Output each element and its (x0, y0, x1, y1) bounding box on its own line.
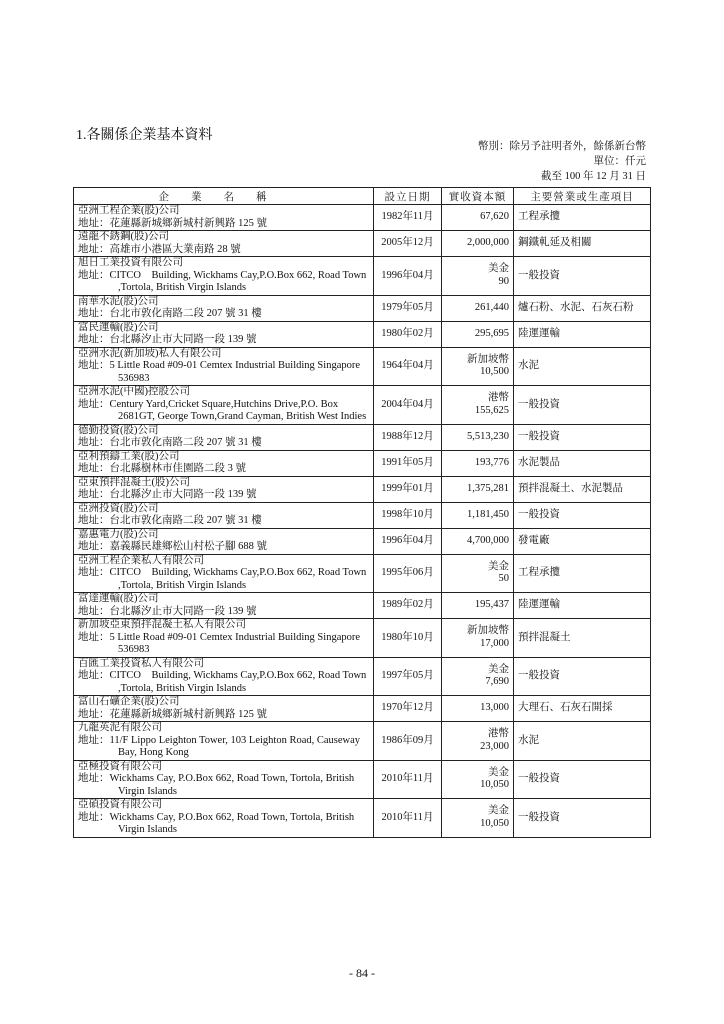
company-name: 亞洲工程企業私人有限公司 (78, 554, 204, 566)
company-address: 地址：11/F Lippo Leighton Tower, 103 Leighton Road, Causeway Bay, Hong Kong (78, 734, 361, 758)
company-cell (74, 528, 374, 554)
company-cell (74, 593, 374, 619)
header-capital: 實收資本額 (442, 188, 514, 205)
company-address: 地址：台北縣汐止市大同路一段 139 號 (78, 489, 257, 500)
table-row (74, 257, 651, 296)
paid-in-capital: 港幣 155,625 (442, 386, 514, 425)
main-business: 水泥 (514, 347, 651, 386)
company-name: 亞東預拌混凝土(股)公司 (78, 476, 190, 488)
company-address: 地址：CITCO Building, Wickhams Cay,P.O.Box 662, Road Town ,Tortola, British Virgin Islands (78, 567, 367, 591)
company-cell (74, 760, 374, 799)
company-cell (74, 799, 374, 838)
table-row (74, 347, 651, 386)
company-name: 遠龍不銹鋼(股)公司 (78, 231, 169, 242)
establish-date: 1980年10月 (374, 619, 442, 658)
table-row (74, 760, 651, 799)
company-name: 亞洲投資(股)公司 (78, 502, 159, 514)
main-business: 陸運運輸 (514, 321, 651, 347)
establish-date: 1980年02月 (374, 321, 442, 347)
establish-date: 1964年04月 (374, 347, 442, 386)
company-name: 南華水泥(股)公司 (78, 295, 159, 307)
company-address: 地址：Wickhams Cay, P.O.Box 662, Road Town, Tortola, British Virgin Islands (78, 811, 355, 835)
paid-in-capital: 1,181,450 (442, 502, 514, 528)
company-name: 德勤投資(股)公司 (78, 424, 159, 436)
main-business: 工程承攬 (514, 554, 651, 593)
establish-date: 1970年12月 (374, 696, 442, 722)
establish-date: 2005年12月 (374, 231, 442, 257)
company-address: 地址：5 Little Road #09-01 Cemtex Industrial Building Singapore 536983 (78, 360, 361, 384)
table-row (74, 386, 651, 425)
company-address: 地址：台北縣樹林市佳園路二段 3 號 (78, 463, 246, 474)
company-address: 地址：台北縣汐止市大同路一段 139 號 (78, 605, 257, 617)
paid-in-capital: 4,700,000 (442, 528, 514, 554)
main-business: 水泥製品 (514, 450, 651, 476)
paid-in-capital: 美金 7,690 (442, 657, 514, 696)
company-address: 地址：5 Little Road #09-01 Cemtex Industrial Building Singapore 536983 (78, 631, 361, 655)
company-cell (74, 554, 374, 593)
paid-in-capital: 261,440 (442, 295, 514, 321)
currency-note: 幣別：除另予註明者外，餘係新台幣 (478, 141, 646, 152)
establish-date: 1998年10月 (374, 502, 442, 528)
main-business: 一般投資 (514, 799, 651, 838)
company-cell (74, 205, 374, 231)
main-business: 陸運運輸 (514, 593, 651, 619)
section-title: 1.各關係企業基本資料 (76, 128, 213, 143)
table-row (74, 502, 651, 528)
establish-date: 2010年11月 (374, 799, 442, 838)
company-name: 亞碩投資有限公司 (78, 799, 162, 810)
main-business: 一般投資 (514, 257, 651, 296)
company-cell (74, 347, 374, 386)
main-business: 鋼鐵軋延及相關 (514, 231, 651, 257)
main-business: 一般投資 (514, 657, 651, 696)
main-business: 一般投資 (514, 502, 651, 528)
main-business: 水泥 (514, 722, 651, 761)
establish-date: 1996年04月 (374, 257, 442, 296)
company-cell (74, 696, 374, 722)
company-cell (74, 321, 374, 347)
company-address: 地址：花蓮縣新城鄉新城村新興路 125 號 (78, 217, 267, 229)
table-row (74, 528, 651, 554)
company-address: 地址：Wickhams Cay, P.O.Box 662, Road Town, Tortola, British Virgin Islands (78, 773, 355, 797)
table-row (74, 619, 651, 658)
company-address: 地址：嘉義縣民雄鄉松山村松子腳 688 號 (78, 541, 267, 552)
main-business: 預拌混凝土 (514, 619, 651, 658)
company-address: 地址：CITCO Building, Wickhams Cay,P.O.Box 662, Road Town ,Tortola, British Virgin Islands (78, 269, 367, 293)
establish-date: 1996年04月 (374, 528, 442, 554)
establish-date: 1986年09月 (374, 722, 442, 761)
company-name: 亞洲水泥(中國)控股公司 (78, 386, 190, 397)
header-date: 設立日期 (374, 188, 442, 205)
company-cell (74, 476, 374, 502)
paid-in-capital: 1,375,281 (442, 476, 514, 502)
company-address: 地址：台北市敦化南路二段 207 號 31 樓 (78, 308, 262, 319)
main-business: 一般投資 (514, 386, 651, 425)
company-name: 百匯工業投資私人有限公司 (78, 657, 204, 669)
paid-in-capital: 195,437 (442, 593, 514, 619)
main-business: 發電廠 (514, 528, 651, 554)
table-row (74, 321, 651, 347)
company-name: 富民運輸(股)公司 (78, 321, 159, 333)
company-name: 九龍英泥有限公司 (78, 722, 162, 733)
establish-date: 2010年11月 (374, 760, 442, 799)
paid-in-capital: 67,620 (442, 205, 514, 231)
paid-in-capital: 13,000 (442, 696, 514, 722)
company-name: 富山石礦企業(股)公司 (78, 696, 180, 707)
establish-date: 1989年02月 (374, 593, 442, 619)
as-of-date: 截至 100 年 12 月 31 日 (541, 171, 646, 182)
table-row (74, 476, 651, 502)
company-name: 嘉惠電力(股)公司 (78, 528, 159, 540)
company-cell (74, 386, 374, 425)
establish-date: 1995年06月 (374, 554, 442, 593)
paid-in-capital: 美金 50 (442, 554, 514, 593)
table-header-row (74, 188, 651, 205)
establish-date: 1997年05月 (374, 657, 442, 696)
company-cell (74, 450, 374, 476)
company-name: 亞洲工程企業(股)公司 (78, 205, 180, 216)
establish-date: 1988年12月 (374, 424, 442, 450)
main-business: 大理石、石灰石開採 (514, 696, 651, 722)
company-cell (74, 231, 374, 257)
company-address: 地址：高雄市小港區大業南路 28 號 (78, 243, 241, 255)
establish-date: 1979年05月 (374, 295, 442, 321)
paid-in-capital: 5,513,230 (442, 424, 514, 450)
company-cell (74, 257, 374, 296)
header-name: 企業名稱 (74, 188, 374, 205)
table-row (74, 696, 651, 722)
main-business: 工程承攬 (514, 205, 651, 231)
table-row (74, 799, 651, 838)
company-address: 地址：花蓮縣新城鄉新城村新興路 125 號 (78, 708, 267, 720)
main-business: 一般投資 (514, 760, 651, 799)
paid-in-capital: 295,695 (442, 321, 514, 347)
establish-date: 1982年11月 (374, 205, 442, 231)
company-cell (74, 619, 374, 658)
company-cell (74, 722, 374, 761)
company-address: 地址：台北縣汐止市大同路一段 139 號 (78, 334, 257, 345)
company-name: 亞極投資有限公司 (78, 760, 162, 772)
company-cell (74, 502, 374, 528)
company-address: 地址：Century Yard,Cricket Square,Hutchins Drive,P.O. Box 2681GT, George Town,Grand Cayman, British West Indies (78, 398, 367, 422)
main-business: 爐石粉、水泥、石灰石粉 (514, 295, 651, 321)
table-row (74, 424, 651, 450)
paid-in-capital: 美金 10,050 (442, 799, 514, 838)
table-row (74, 722, 651, 761)
company-address: 地址：台北市敦化南路二段 207 號 31 樓 (78, 515, 262, 526)
company-cell (74, 295, 374, 321)
paid-in-capital: 新加坡幣 17,000 (442, 619, 514, 658)
paid-in-capital: 2,000,000 (442, 231, 514, 257)
establish-date: 2004年04月 (374, 386, 442, 425)
company-name: 亞利預鑄工業(股)公司 (78, 450, 180, 462)
company-name: 亞洲水泥(新加坡)私人有限公司 (78, 347, 222, 359)
table-row (74, 450, 651, 476)
company-address: 地址：台北市敦化南路二段 207 號 31 樓 (78, 437, 262, 448)
table-body (74, 205, 651, 838)
header-business: 主要營業或生產項目 (514, 188, 651, 205)
table-row (74, 231, 651, 257)
establish-date: 1991年05月 (374, 450, 442, 476)
paid-in-capital: 港幣 23,000 (442, 722, 514, 761)
paid-in-capital: 美金 90 (442, 257, 514, 296)
company-name: 富達運輸(股)公司 (78, 593, 159, 604)
table-row (74, 554, 651, 593)
company-cell (74, 424, 374, 450)
company-cell (74, 657, 374, 696)
company-name: 新加坡亞東預拌混凝土私人有限公司 (78, 619, 246, 630)
paid-in-capital: 新加坡幣 10,500 (442, 347, 514, 386)
table-row (74, 295, 651, 321)
unit-note: 單位：仟元 (593, 156, 646, 167)
table-row (74, 657, 651, 696)
paid-in-capital: 193,776 (442, 450, 514, 476)
table-row (74, 205, 651, 231)
table-row (74, 593, 651, 619)
main-business: 一般投資 (514, 424, 651, 450)
company-name: 旭日工業投資有限公司 (78, 257, 183, 268)
page-number: - 84 - (349, 966, 375, 980)
establish-date: 1999年01月 (374, 476, 442, 502)
affiliates-table (73, 187, 651, 838)
main-business: 預拌混凝土、水泥製品 (514, 476, 651, 502)
paid-in-capital: 美金 10,050 (442, 760, 514, 799)
company-address: 地址：CITCO Building, Wickhams Cay,P.O.Box 662, Road Town ,Tortola, British Virgin Islands (78, 670, 367, 694)
